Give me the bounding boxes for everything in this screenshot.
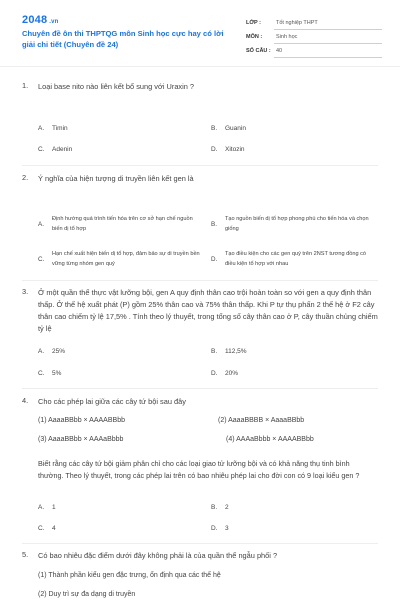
option-d[interactable]	[211, 249, 379, 271]
option-text: 20%	[225, 370, 239, 377]
option-b[interactable]	[211, 125, 246, 132]
option-letter: A.	[38, 125, 45, 132]
option-letter: D.	[211, 146, 218, 153]
meta-key: SỐ CÂU :	[246, 48, 271, 54]
option-text: 25%	[52, 348, 66, 355]
option-letter: B.	[211, 221, 217, 228]
option-text: Guanin	[225, 125, 246, 132]
option-letter: C.	[38, 256, 45, 263]
meta-row-class	[246, 16, 382, 30]
option-a[interactable]	[38, 348, 65, 355]
option-text: 1	[52, 504, 56, 511]
statement-item: (1) Thành phần kiểu gen đặc trưng, ổn định qua các thế hệ	[38, 572, 221, 579]
option-text: Adenin	[52, 146, 73, 153]
option-text: Tạo nguồn biến dị tổ hợp phong phú cho tiến hóa và chọn giống	[225, 216, 369, 232]
question-stem: Loại base nito nào liên kết bổ sung với Uraxin ?	[38, 82, 195, 91]
option-letter: B.	[211, 504, 218, 511]
option-text: Hạn chế xuất hiện biến dị tổ hợp, đảm bảo sự di truyền bền vững từng nhóm gen quý	[52, 251, 200, 267]
meta-key: LỚP :	[246, 20, 261, 26]
question-number: 2.	[22, 173, 29, 182]
question-number: 4.	[22, 396, 29, 405]
option-c[interactable]	[38, 525, 56, 532]
document-header	[22, 12, 382, 60]
question-stem: Ở một quần thể thực vật lưỡng bội, gen A quy định thân cao trội hoàn toàn so với gen a quy định thân thấp. Ở thế hệ xuất phát (P) gồm 25% thân cao và 75% thân thấp. Khi P tự thụ phấn 2 thế hệ ở F2 cây thân cao chiếm tỷ lệ 17,5% . Tính theo lý thuyết, trong tổng số cây thân cao ở P, cây thuần chủng chiếm tỷ lệ	[38, 288, 378, 333]
question-divider	[22, 165, 378, 166]
meta-value: Sinh học	[274, 31, 382, 44]
question-stem: Có bao nhiêu đặc điểm dưới đây không phải là của quần thể ngẫu phối ?	[38, 551, 278, 560]
meta-value: 40	[274, 45, 382, 58]
meta-row-subject	[246, 30, 382, 44]
option-d[interactable]	[211, 146, 245, 153]
option-a[interactable]	[38, 504, 56, 511]
option-a[interactable]	[38, 214, 206, 236]
cross-item: (2) AaaaBBBB × AaaaBBbb	[218, 417, 305, 424]
option-letter: C.	[38, 370, 45, 377]
option-letter: D.	[211, 256, 218, 263]
question-number: 1.	[22, 81, 29, 90]
question-stem: Ý nghĩa của hiện tượng di truyền liên kết gen là	[38, 174, 194, 183]
logo-text: 2048	[22, 14, 48, 26]
question-paragraph: Biết rằng các cây tứ bội giảm phân chỉ cho các loại giao tử lưỡng bội và có khả năng thụ tinh bình thường. Theo lý thuyết, trong các phép lai trên có bao nhiêu phép lai cho đời con có 9 loại kiểu gen ?	[38, 459, 360, 480]
meta-row-count	[246, 44, 382, 58]
option-text: 2	[225, 504, 229, 511]
option-d[interactable]	[211, 370, 238, 377]
cross-item: (1) AaaaBBbb × AAAABBbb	[38, 417, 125, 424]
option-text: 3	[225, 525, 229, 532]
option-letter: A.	[38, 348, 45, 355]
option-c[interactable]	[38, 249, 206, 271]
option-c[interactable]	[38, 146, 72, 153]
option-text: Xitozin	[225, 146, 245, 153]
option-letter: A.	[38, 504, 45, 511]
question-divider	[22, 388, 378, 389]
question-divider	[22, 280, 378, 281]
header-divider	[0, 66, 400, 67]
option-letter: A.	[38, 221, 44, 228]
option-letter: D.	[211, 370, 218, 377]
logo-suffix: .vn	[49, 19, 59, 25]
option-text: 5%	[52, 370, 62, 377]
option-letter: C.	[38, 525, 45, 532]
cross-item: (3) AaaaBBbb × AAAaBbbb	[38, 436, 124, 443]
option-d[interactable]	[211, 525, 229, 532]
option-text: Timin	[52, 125, 68, 132]
option-letter: B.	[211, 125, 218, 132]
option-letter: C.	[38, 146, 45, 153]
cross-item: (4) AAAaBbbb × AAAABBbb	[226, 436, 314, 443]
option-text: 4	[52, 525, 56, 532]
option-text: Tạo điều kiện cho các gen quý trên 2NST tương đồng có điều kiện tổ hợp với nhau	[225, 251, 367, 267]
question-divider	[22, 543, 378, 544]
option-letter: D.	[211, 525, 218, 532]
option-letter: B.	[211, 348, 218, 355]
option-c[interactable]	[38, 370, 61, 377]
document-title: Chuyên đề ôn thi THPTQG môn Sinh học cực hay có lời giải chi tiết (Chuyên đề 24)	[22, 29, 224, 49]
option-a[interactable]	[38, 125, 68, 132]
meta-key: MÔN :	[246, 34, 263, 40]
meta-info	[246, 16, 382, 58]
site-logo[interactable]	[22, 14, 59, 26]
meta-value: Tốt nghiệp THPT	[274, 17, 382, 30]
option-text: 112,5%	[225, 348, 247, 355]
option-b[interactable]	[211, 504, 229, 511]
option-b[interactable]	[211, 214, 379, 236]
statement-item: (2) Duy trì sự đa dạng di truyền	[38, 591, 136, 598]
option-b[interactable]	[211, 348, 247, 355]
question-number: 3.	[22, 287, 29, 296]
question-stem: Cho các phép lai giữa các cây tứ bội sau đây	[38, 397, 186, 406]
question-number: 5.	[22, 550, 29, 559]
option-text: Định hướng quá trình tiến hóa trên cơ sở hạn chế nguồn biến dị tổ hợp	[52, 216, 193, 232]
